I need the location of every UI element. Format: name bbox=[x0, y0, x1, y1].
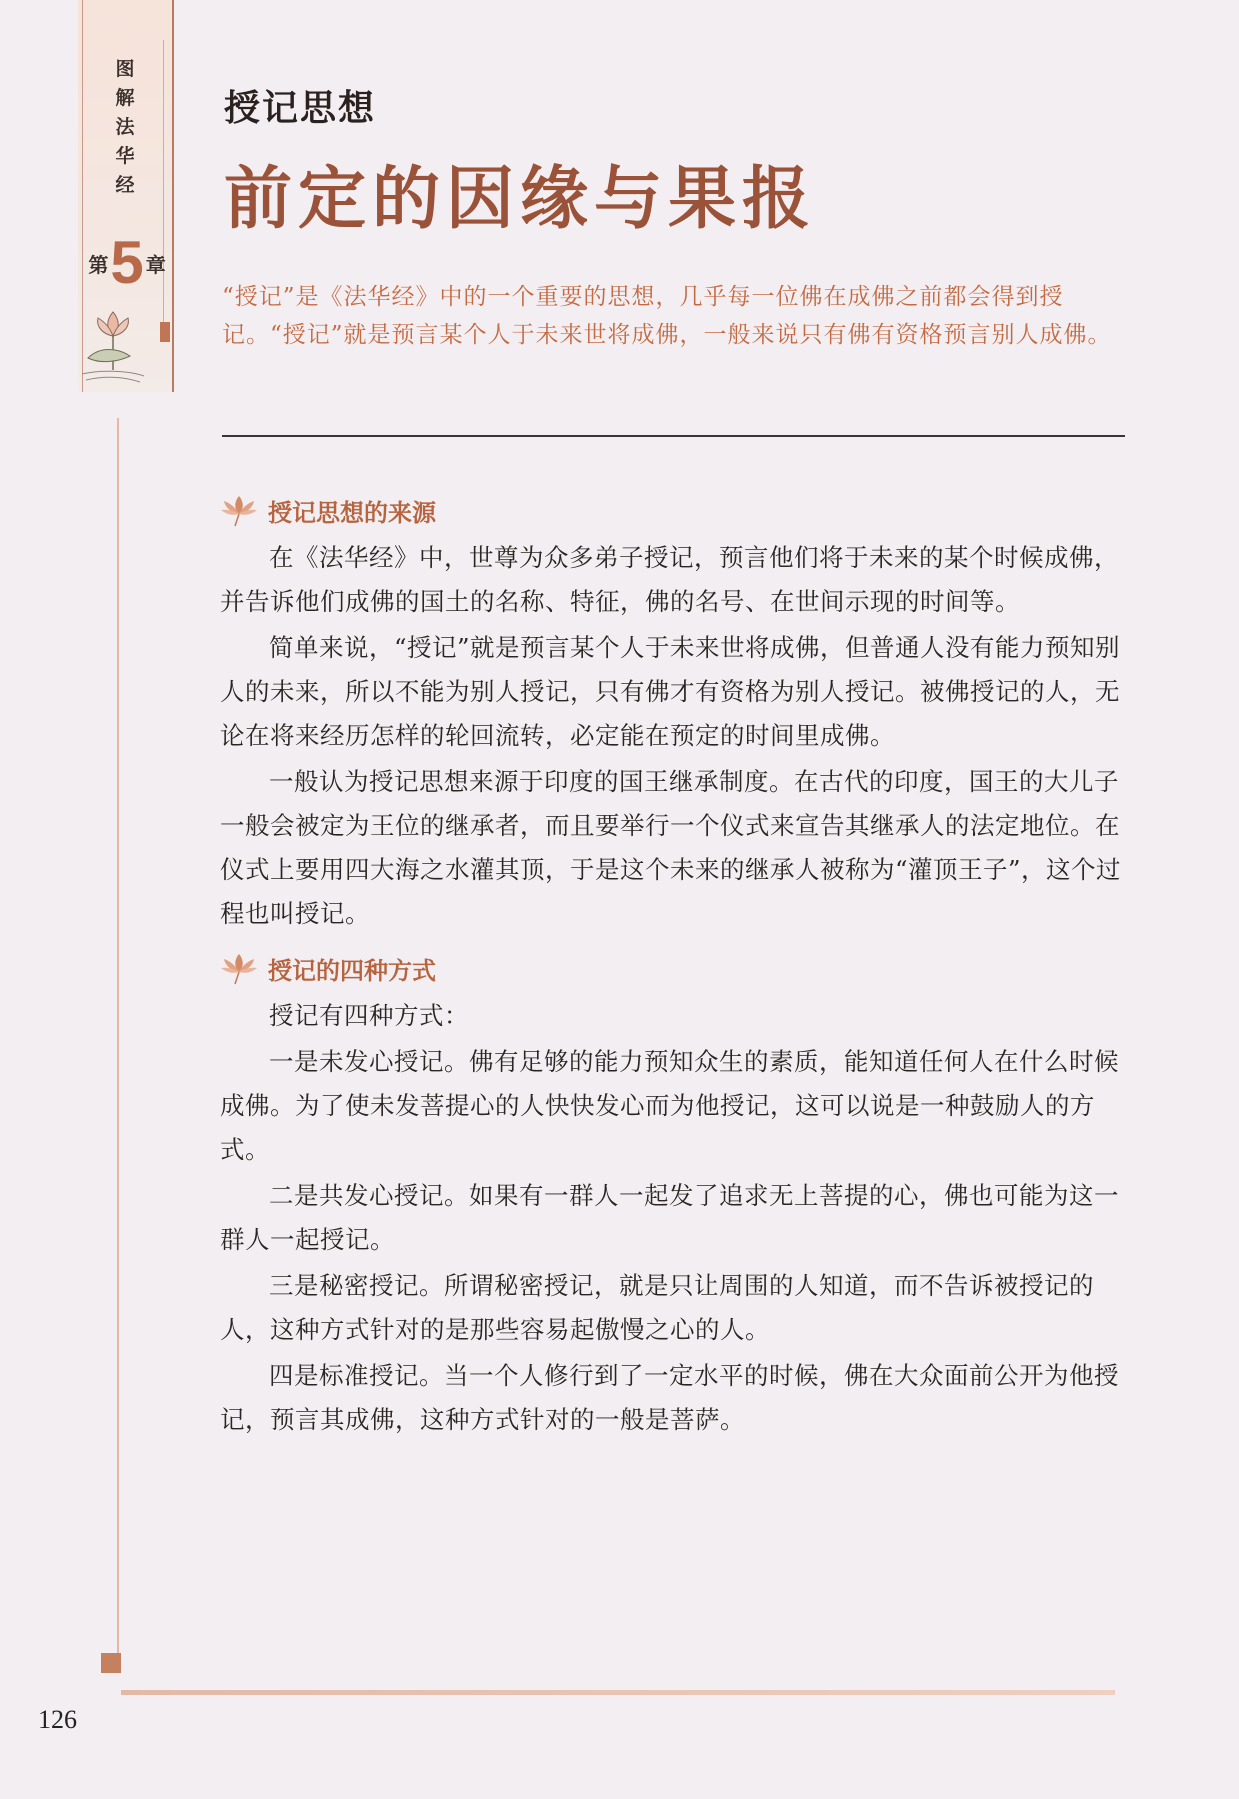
margin-square bbox=[101, 1653, 121, 1673]
book-title-vertical bbox=[78, 55, 172, 200]
paragraph: 简单来说，“授记”就是预言某个人于未来世将成佛，但普通人没有能力预知别人的未来，所以不能为别人授记，只有佛才有资格为别人授记。被佛授记的人，无论在将来经历怎样的轮回流转，必定能在预定的时间里成佛。 bbox=[220, 633, 1121, 750]
chapter-prefix: 第 bbox=[88, 252, 109, 277]
section-heading-text: 授记的四种方式 bbox=[268, 956, 436, 985]
chapter-marker bbox=[80, 228, 174, 298]
book-title-char: 经 bbox=[115, 174, 135, 196]
paragraph: 授记有四种方式： bbox=[269, 1001, 469, 1030]
divider bbox=[222, 435, 1125, 437]
book-title-char: 图 bbox=[115, 58, 135, 80]
paragraph: 二是共发心授记。如果有一群人一起发了追求无上菩提的心，佛也可能为这一群人一起授记。 bbox=[220, 1181, 1119, 1254]
page-number: 126 bbox=[38, 1705, 77, 1734]
section-heading-text: 授记思想的来源 bbox=[268, 498, 436, 527]
paragraph: 一是未发心授记。佛有足够的能力预知众生的素质，能知道任何人在什么时候成佛。为了使未发菩提心的人快快发心而为他授记，这可以说是一种鼓励人的方式。 bbox=[220, 1047, 1119, 1164]
intro-paragraph: “授记”是《法华经》中的一个重要的思想，几乎每一位佛在成佛之前都会得到授记。“授记”就是预言某个人于未来世将成佛，一般来说只有佛有资格预言别人成佛。 bbox=[222, 284, 1112, 348]
side-tab-marker bbox=[160, 322, 170, 342]
section-label: 授记思想 bbox=[224, 88, 377, 129]
footer-rule bbox=[121, 1690, 1115, 1695]
page-title: 前定的因缘与果报 bbox=[224, 160, 817, 239]
paragraph: 四是标准授记。当一个人修行到了一定水平的时候，佛在大众面前公开为他授记，预言其成佛，这种方式针对的一般是菩萨。 bbox=[220, 1361, 1119, 1434]
paragraph: 在《法华经》中，世尊为众多弟子授记，预言他们将于未来的某个时候成佛，并告诉他们成佛的国土的名称、特征，佛的名号、在世间示现的时间等。 bbox=[220, 543, 1119, 616]
lotus-bullet-icon bbox=[218, 950, 260, 986]
lotus-bullet-icon bbox=[218, 492, 260, 528]
book-title-char: 法 bbox=[115, 116, 135, 138]
section-heading bbox=[218, 492, 1123, 528]
margin-rule bbox=[117, 418, 119, 1668]
lotus-illustration-icon bbox=[78, 300, 148, 385]
book-title-char: 解 bbox=[115, 87, 135, 109]
chapter-number: 5 bbox=[110, 229, 144, 296]
chapter-suffix: 章 bbox=[145, 252, 166, 277]
section-heading bbox=[218, 950, 1123, 986]
paragraph: 三是秘密授记。所谓秘密授记，就是只让周围的人知道，而不告诉被授记的人，这种方式针对的是那些容易起傲慢之心的人。 bbox=[220, 1271, 1094, 1344]
paragraph: 一般认为授记思想来源于印度的国王继承制度。在古代的印度，国王的大儿子一般会被定为王位的继承者，而且要举行一个仪式来宣告其继承人的法定地位。在仪式上要用四大海之水灌其顶，于是这个未来的继承人被称为“灌顶王子”，这个过程也叫授记。 bbox=[220, 767, 1122, 928]
body-content bbox=[218, 492, 1123, 1444]
book-title-char: 华 bbox=[115, 145, 135, 167]
